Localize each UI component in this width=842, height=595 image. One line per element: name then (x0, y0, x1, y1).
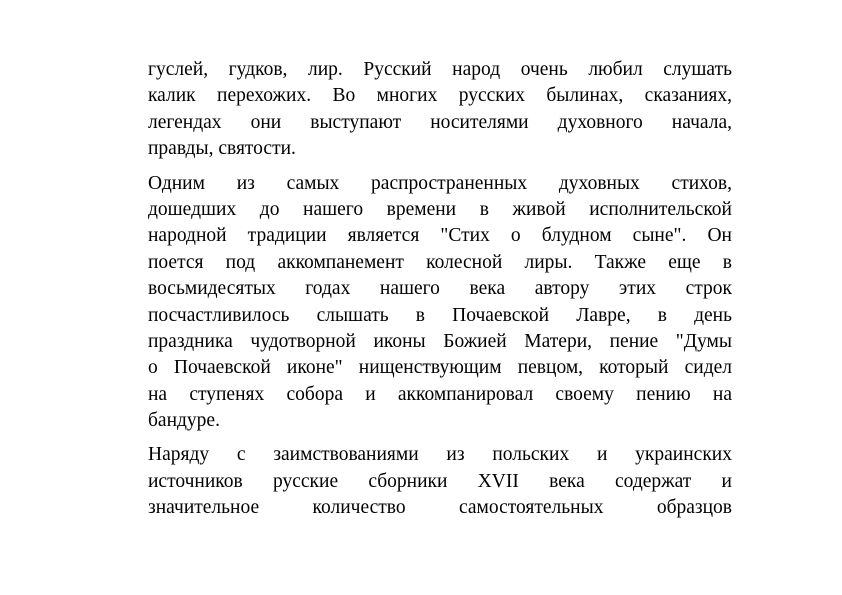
text-line: на ступенях собора и аккомпанировал своему пению на (148, 383, 732, 405)
paragraph-spacing (148, 434, 732, 442)
text-line: восьмидесятых годах нашего века автору этих строк (148, 278, 732, 300)
paragraph-spacing (148, 163, 732, 171)
text-line: дошедших до нашего времени в живой исполнительской (148, 198, 732, 220)
text-line: значительное количество самостоятельных образцов (148, 497, 732, 519)
text-line: калик перехожих. Во многих русских былинах, сказаниях, (148, 85, 732, 107)
text-line: Наряду с заимствованиями из польских и украинских (148, 444, 732, 466)
text-line: поется под аккомпанемент колесной лиры. Также еще в (148, 251, 732, 273)
text-line: бандуре. (148, 410, 220, 432)
text-line: Одним из самых распространенных духовных стихов, (148, 172, 732, 194)
text-line: народной традиции является "Стих о блудном сыне". Он (148, 225, 732, 247)
document-body (148, 57, 732, 522)
paragraph-2 (148, 171, 732, 435)
text-line: легендах они выступают носителями духовного начала, (148, 111, 732, 133)
text-line: источников русские сборники XVII века содержат и (148, 470, 732, 492)
text-line: правды, святости. (148, 138, 296, 160)
paragraph-3 (148, 442, 732, 521)
paragraph-1 (148, 57, 732, 163)
text-line: посчастливилось слышать в Почаевской Лавре, в день (148, 304, 732, 326)
text-line: о Почаевской иконе" нищенствующим певцом, который сидел (148, 357, 732, 379)
text-line: праздника чудотворной иконы Божией Матери, пение "Думы (148, 330, 732, 352)
text-line: гуслей, гудков, лир. Русский народ очень любил слушать (148, 59, 732, 80)
